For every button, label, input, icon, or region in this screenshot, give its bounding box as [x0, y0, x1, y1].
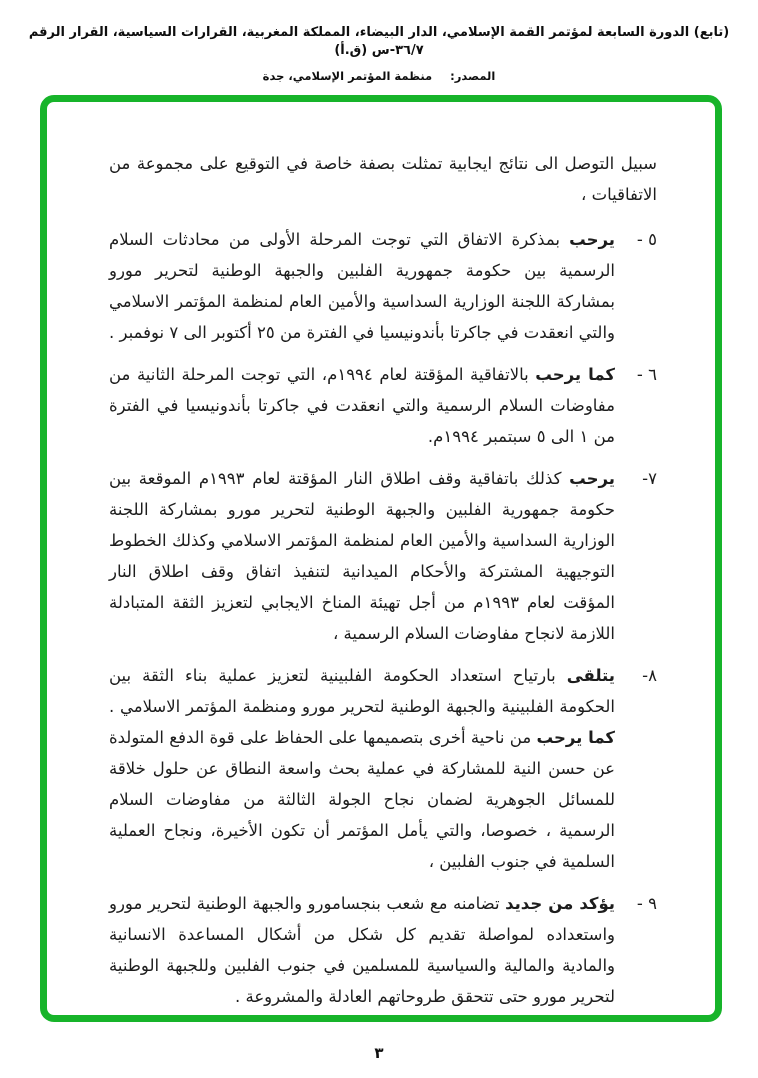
resolution-item [109, 660, 657, 877]
page-number: ٣ [374, 1044, 384, 1062]
item-text: يرحب بمذكرة الاتفاق التي توجت المرحلة الأولى من محادثات السلام الرسمية بين حكومة جمهورية الفلبين والجبهة الوطنية لتحرير مورو بمشاركة اللجنة الوزارية السداسية والأمين العام لمنظمة المؤتمر الاسلامي والتي انعقدت في جاكرتا بأندونيسيا في الفترة من ٢٥ أكتوبر الى ٧ نوفمبر . [109, 230, 615, 342]
intro-paragraph: سبيل التوصل الى نتائج ايجابية تمثلت بصفة خاصة في التوقيع على مجموعة من الاتفاقيات ، [109, 154, 657, 204]
header-source-line [0, 69, 758, 83]
item-text: كما يرحب بالاتفاقية المؤقتة لعام ١٩٩٤م، التي توجت المرحلة الثانية من مفاوضات السلام الرسمية والتي انعقدت في جاكرتا بأندونيسيا في الفترة من ١ الى ٥ سبتمبر ١٩٩٤م. [109, 365, 615, 446]
resolution-item [109, 888, 657, 1012]
item-number: ٩ - [636, 894, 657, 913]
header-title: (تابع) الدورة السابعة لمؤتمر القمة الإسلامي، الدار البيضاء، المملكة المغربية، القرارات السياسية، القرار الرقم ٣٦/٧-س (ق.أ) [28, 25, 730, 58]
item-number: ٦ - [636, 365, 657, 384]
item-number: ٥ - [636, 230, 657, 249]
header-source-label: المصدر: [450, 69, 496, 83]
item-text: يتلقى بارتياح استعداد الحكومة الفلبينية لتعزيز عملية بناء الثقة بين الحكومة الفلبينية والجبهة الوطنية لتحرير مورو ومنظمة المؤتمر الاسلامي . كما يرحب من ناحية أخرى بتصميمها على الحفاظ على قوة الدفع المتولدة عن حسن النية للمشاركة في عملية بحث واسعة النطاق عن حلول خلاقة للمسائل الجوهرية لضمان نجاح الجولة الثالثة من مفاوضات السلام الرسمية ، خصوصا، والتي يأمل المؤتمر أن تكون الأخيرة، ونجاح العملية السلمية في جنوب الفلبين ، [109, 666, 615, 871]
resolution-item [109, 463, 657, 649]
document-header [0, 24, 758, 83]
item-number: ٧- [642, 469, 657, 488]
resolution-item [109, 224, 657, 348]
item-number: ٨- [642, 666, 657, 685]
page-footer [0, 1044, 758, 1062]
header-source-value: منظمة المؤتمر الإسلامي، جدة [262, 69, 433, 83]
resolution-items-list [109, 224, 657, 1012]
content-frame [40, 95, 722, 1022]
resolution-item [109, 359, 657, 452]
item-text: يؤكد من جديد تضامنه مع شعب بنجسامورو والجبهة الوطنية لتحرير مورو واستعداده لمواصلة تقديم كل شكل من أشكال المساعدة الانسانية والمادية والمالية والسياسية للمسلمين في جنوب الفلبين وللجبهة الوطنية لتحرير مورو حتى تتحقق طروحاتهم العادلة والمشروعة . [109, 894, 615, 1006]
item-text: يرحب كذلك باتفاقية وقف اطلاق النار المؤقتة لعام ١٩٩٣م الموقعة بين حكومة جمهورية الفلبين والجبهة الوطنية لتحرير مورو بمشاركة اللجنة الوزارية السداسية والأمين العام لمنظمة المؤتمر الاسلامي وكذلك الخطوط التوجيهية المشتركة والأحكام الميدانية لتنفيذ اتفاق وقف اطلاق النار المؤقت لعام ١٩٩٣م من أجل تهيئة المناخ الايجابي لتعزيز الثقة المتبادلة اللازمة لانجاح مفاوضات السلام الرسمية ، [109, 469, 615, 643]
